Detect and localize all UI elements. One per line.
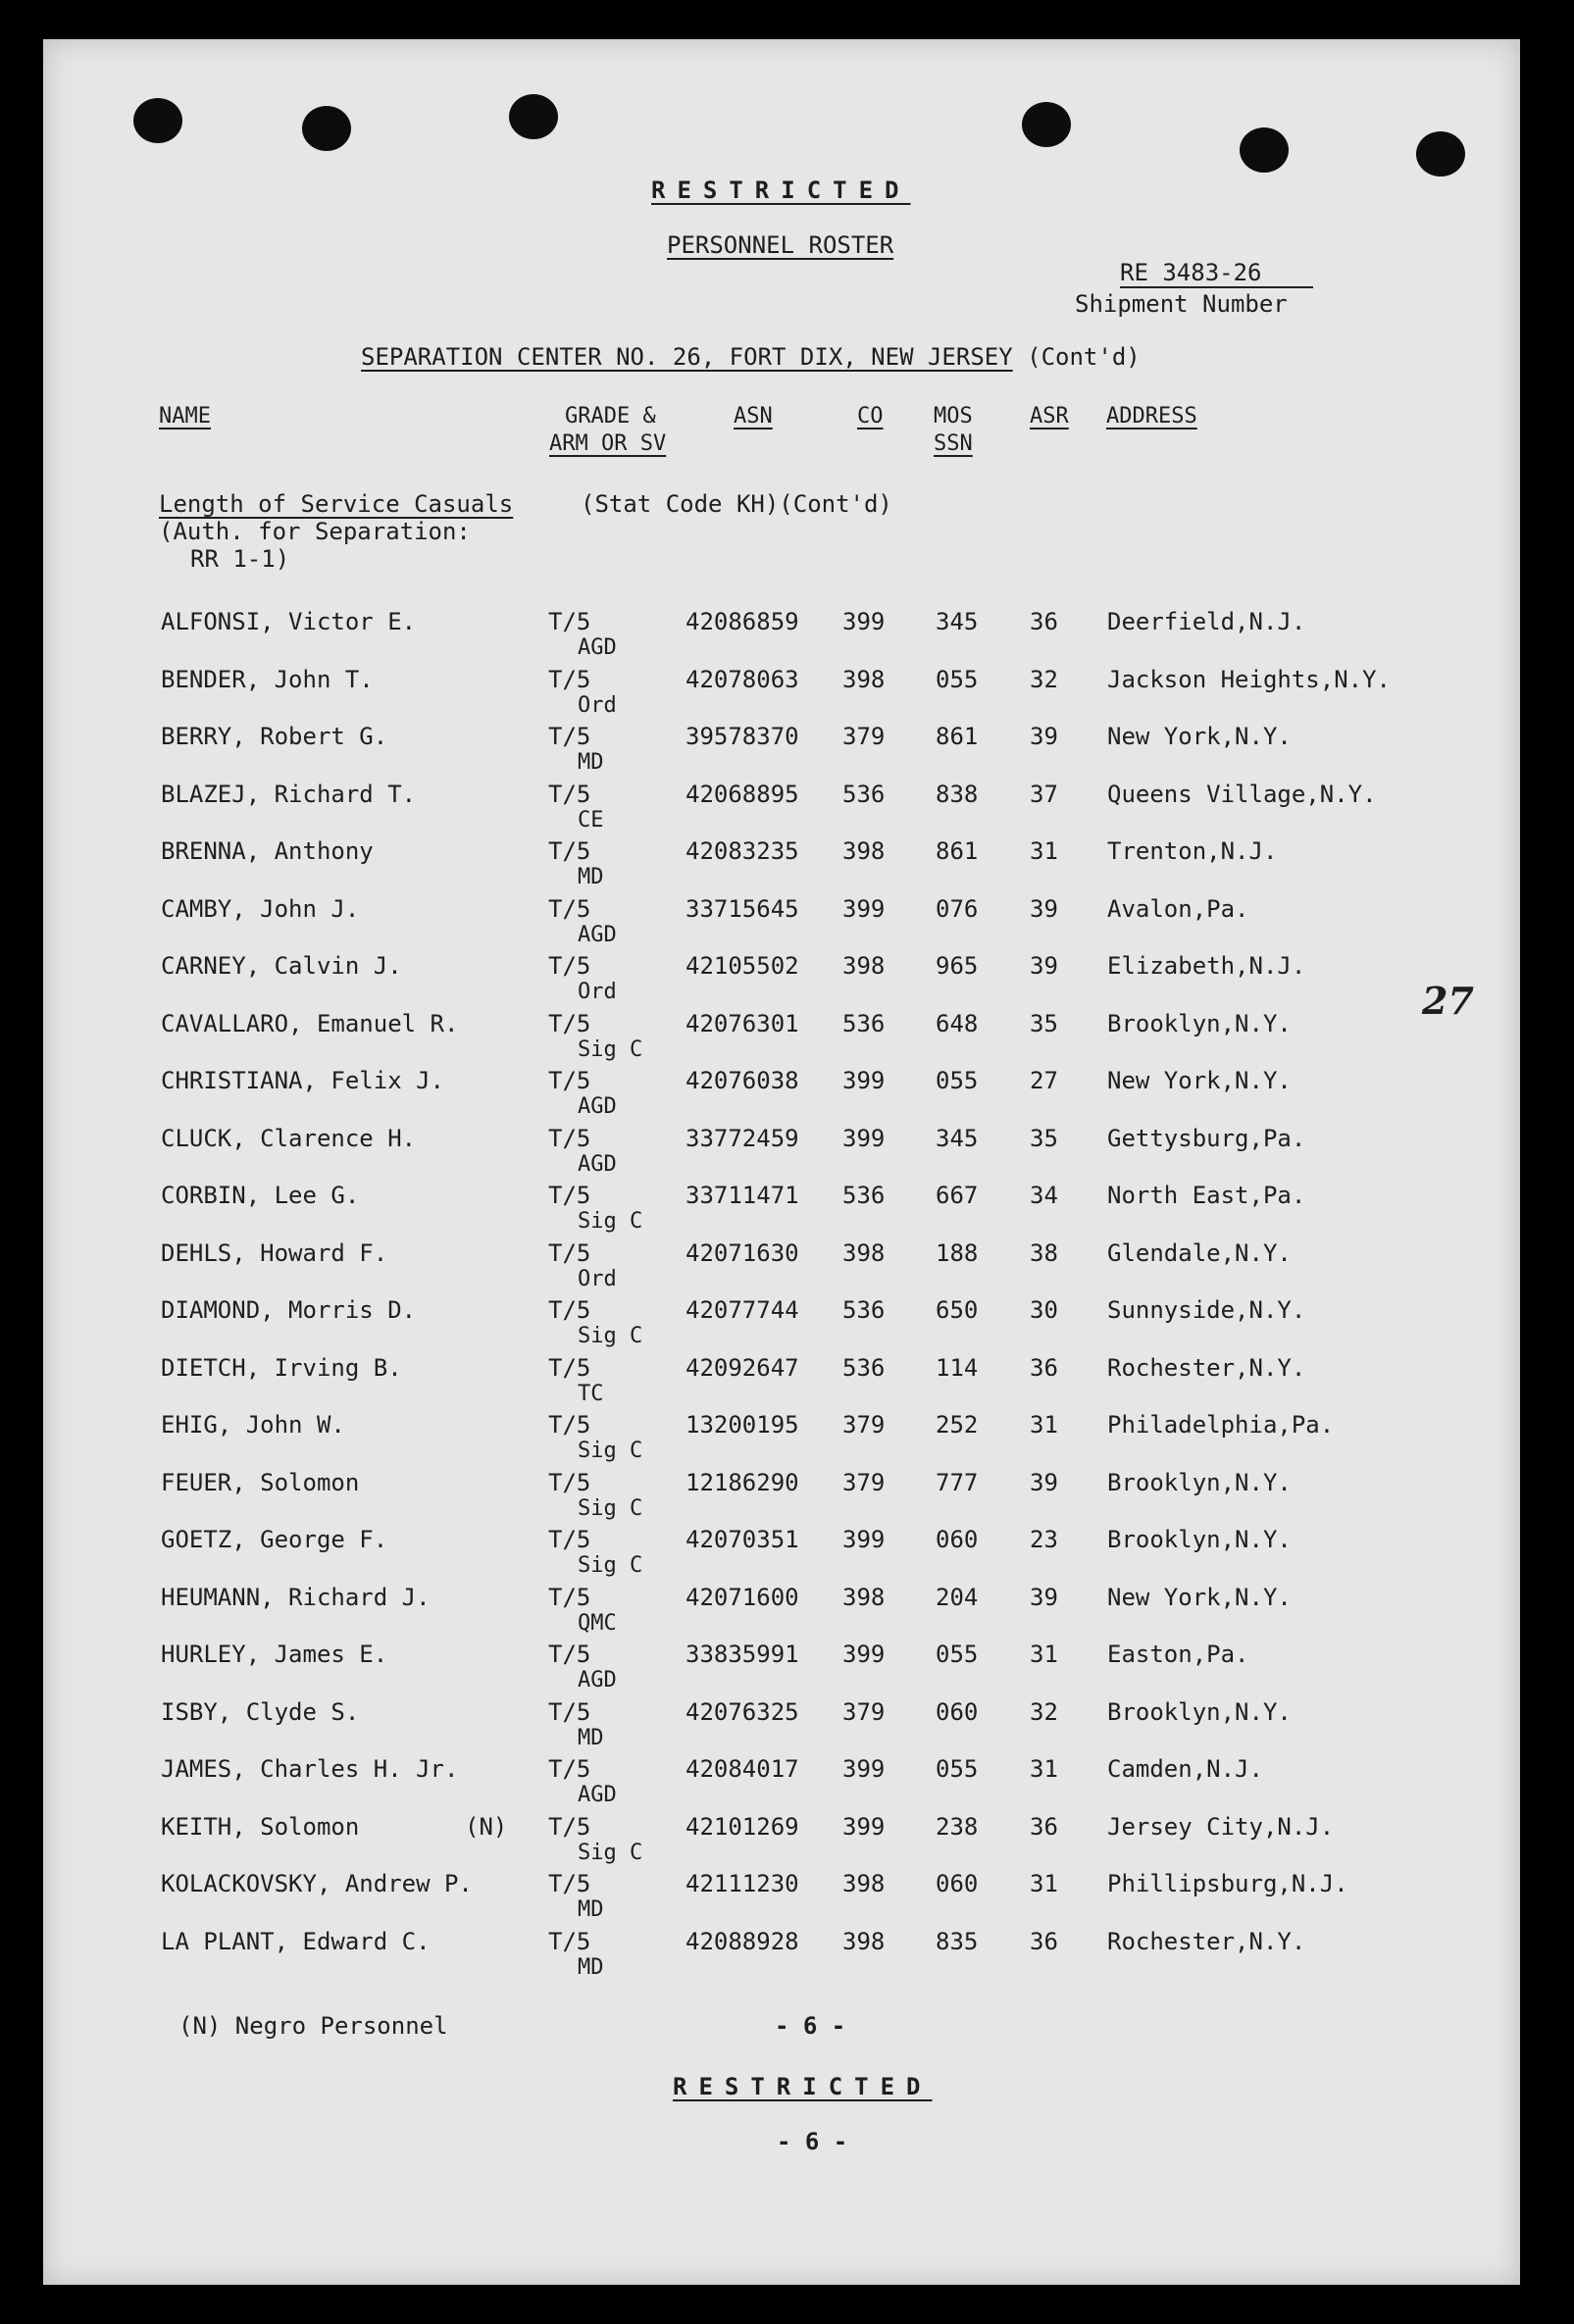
section-stat-code: (Stat Code KH)(Cont'd): [581, 490, 892, 518]
row-mos: 076: [936, 894, 979, 923]
row-asn: 33715645: [685, 894, 799, 923]
punch-hole: [1416, 131, 1465, 177]
row-grade: T/5: [548, 1812, 591, 1841]
row-grade: T/5: [548, 1641, 591, 1668]
table-row: [43, 1125, 1520, 1182]
table-row: [43, 895, 1520, 952]
row-grade: T/5: [548, 1411, 591, 1439]
row-name: CORBIN, Lee G.: [161, 1182, 360, 1209]
row-address: Easton,Pa.: [1107, 1641, 1249, 1668]
row-name: CARNEY, Calvin J.: [161, 952, 402, 980]
row-arm: Sig C: [578, 1209, 643, 1234]
row-mos: 055: [936, 1067, 979, 1094]
document-page: [43, 39, 1520, 2285]
row-name: BERRY, Robert G.: [161, 723, 388, 750]
center-name: SEPARATION CENTER NO. 26, FORT DIX, NEW JERSEY: [361, 343, 1013, 371]
col-grade-2: ARM OR SV: [549, 431, 667, 456]
row-co: 399: [842, 1067, 886, 1094]
row-address: New York,N.Y.: [1107, 1067, 1292, 1094]
col-grade-1: GRADE &: [565, 404, 656, 429]
row-arm: Sig C: [578, 1439, 643, 1463]
row-address: Queens Village,N.Y.: [1107, 780, 1377, 808]
row-asr: 39: [1030, 1583, 1058, 1611]
table-row: [43, 781, 1520, 837]
row-asr: 39: [1030, 894, 1058, 923]
row-address: Brooklyn,N.Y.: [1107, 1468, 1292, 1496]
row-asr: 31: [1030, 1641, 1058, 1668]
punch-hole: [509, 94, 558, 139]
row-asn: 33711471: [685, 1182, 799, 1209]
row-name: JAMES, Charles H. Jr.: [161, 1755, 459, 1783]
table-row: [43, 1870, 1520, 1927]
row-mos: 861: [936, 837, 979, 865]
table-row: [43, 1584, 1520, 1641]
row-asn: 13200195: [685, 1411, 799, 1439]
row-grade: T/5: [548, 1583, 591, 1611]
row-mos: 345: [936, 1124, 979, 1152]
row-mos: 861: [936, 723, 979, 750]
row-co: 398: [842, 1583, 886, 1611]
row-name: ALFONSI, Victor E.: [161, 608, 417, 635]
table-row: [43, 1354, 1520, 1411]
col-co: CO: [857, 404, 884, 429]
section-title: Length of Service Casuals: [159, 490, 514, 518]
row-grade: T/5: [548, 1124, 591, 1152]
row-co: 398: [842, 837, 886, 865]
row-asr: 35: [1030, 1009, 1058, 1037]
row-arm: MD: [578, 1725, 604, 1750]
row-name: FEUER, Solomon: [161, 1468, 360, 1496]
row-address: Trenton,N.J.: [1107, 837, 1278, 865]
page-number-bottom: - 6 -: [777, 2128, 848, 2155]
row-grade: T/5: [548, 723, 591, 750]
table-row: [43, 1928, 1520, 1985]
margin-number: 27: [1422, 979, 1474, 1023]
row-name: CAMBY, John J.: [161, 894, 360, 923]
row-asn: 42092647: [685, 1353, 799, 1382]
row-co: 398: [842, 1238, 886, 1267]
row-arm: Sig C: [578, 1553, 643, 1578]
punch-hole: [1022, 102, 1071, 147]
row-arm: Sig C: [578, 1324, 643, 1348]
row-co: 536: [842, 1182, 886, 1209]
row-grade: T/5: [548, 1870, 591, 1897]
page-title: PERSONNEL ROSTER: [667, 231, 894, 259]
row-asr: 36: [1030, 1353, 1058, 1382]
row-asn: 42077744: [685, 1296, 799, 1324]
row-asn: 42076301: [685, 1009, 799, 1037]
row-name: BENDER, John T.: [161, 665, 374, 693]
row-mos: 777: [936, 1468, 979, 1496]
row-grade: T/5: [548, 1353, 591, 1382]
row-arm: Sig C: [578, 1840, 643, 1865]
row-address: Gettysburg,Pa.: [1107, 1124, 1306, 1152]
row-asr: 31: [1030, 1870, 1058, 1897]
row-name: BLAZEJ, Richard T.: [161, 780, 417, 808]
shipment-number: RE 3483-26: [1120, 259, 1313, 288]
row-name: KOLACKOVSKY, Andrew P.: [161, 1870, 473, 1897]
row-arm: MD: [578, 865, 604, 889]
row-mos: 835: [936, 1927, 979, 1955]
row-co: 536: [842, 1009, 886, 1037]
row-asn: 12186290: [685, 1468, 799, 1496]
row-mos: 188: [936, 1238, 979, 1267]
row-asr: 36: [1030, 1927, 1058, 1955]
table-row: [43, 1010, 1520, 1067]
row-address: North East,Pa.: [1107, 1182, 1306, 1209]
row-mos: 055: [936, 1755, 979, 1783]
row-asn: 42088928: [685, 1927, 799, 1955]
table-row: [43, 1411, 1520, 1468]
row-asn: 42071630: [685, 1238, 799, 1267]
row-co: 398: [842, 1870, 886, 1897]
row-mos: 060: [936, 1870, 979, 1897]
row-address: Philadelphia,Pa.: [1107, 1411, 1335, 1439]
row-asn: 42084017: [685, 1755, 799, 1783]
row-address: Jersey City,N.J.: [1107, 1812, 1335, 1841]
row-co: 399: [842, 1641, 886, 1668]
col-asn: ASN: [734, 404, 773, 429]
row-grade: T/5: [548, 837, 591, 865]
row-address: Rochester,N.Y.: [1107, 1353, 1306, 1382]
col-address: ADDRESS: [1106, 404, 1197, 429]
row-co: 398: [842, 1927, 886, 1955]
row-asr: 38: [1030, 1238, 1058, 1267]
row-mos: 060: [936, 1526, 979, 1553]
table-row: [43, 1813, 1520, 1870]
row-asn: 42105502: [685, 952, 799, 980]
row-arm: CE: [578, 807, 604, 833]
row-arm: AGD: [578, 1151, 617, 1177]
row-address: Phillipsburg,N.J.: [1107, 1870, 1348, 1897]
col-ssn: SSN: [934, 431, 973, 456]
row-grade: T/5: [548, 665, 591, 693]
row-arm: MD: [578, 1897, 604, 1922]
row-address: Jackson Heights,N.Y.: [1107, 665, 1391, 693]
row-address: Avalon,Pa.: [1107, 894, 1249, 923]
row-grade: T/5: [548, 894, 591, 923]
center-suffix: (Cont'd): [1027, 343, 1141, 371]
row-name: GOETZ, George F.: [161, 1526, 388, 1553]
row-mos: 055: [936, 1641, 979, 1668]
footer-legend: (N) Negro Personnel: [178, 2012, 448, 2040]
row-asn: 42076038: [685, 1067, 799, 1094]
row-asn: 42101269: [685, 1812, 799, 1841]
row-name: DIAMOND, Morris D.: [161, 1296, 417, 1324]
row-co: 399: [842, 1526, 886, 1553]
row-asr: 39: [1030, 723, 1058, 750]
classification-top: RESTRICTED: [651, 177, 911, 204]
table-row: [43, 952, 1520, 1009]
row-note: (N): [465, 1812, 508, 1841]
row-mos: 238: [936, 1812, 979, 1841]
row-mos: 667: [936, 1182, 979, 1209]
row-mos: 650: [936, 1296, 979, 1324]
row-name: BRENNA, Anthony: [161, 837, 374, 865]
section-auth-1: (Auth. for Separation:: [159, 518, 471, 545]
row-address: Camden,N.J.: [1107, 1755, 1263, 1783]
table-row: [43, 1182, 1520, 1238]
row-name: CAVALLARO, Emanuel R.: [161, 1009, 459, 1037]
row-asr: 39: [1030, 952, 1058, 980]
punch-hole: [1240, 127, 1289, 173]
table-row: [43, 837, 1520, 894]
row-mos: 055: [936, 665, 979, 693]
row-asr: 32: [1030, 665, 1058, 693]
row-grade: T/5: [548, 1526, 591, 1553]
row-arm: AGD: [578, 1668, 617, 1692]
row-address: New York,N.Y.: [1107, 723, 1292, 750]
row-asn: 39578370: [685, 723, 799, 750]
row-asr: 31: [1030, 837, 1058, 865]
row-arm: Ord: [578, 1266, 617, 1291]
row-name: HEUMANN, Richard J.: [161, 1583, 431, 1611]
table-row: [43, 608, 1520, 665]
row-mos: 060: [936, 1697, 979, 1726]
row-arm: MD: [578, 1954, 604, 1980]
row-name: LA PLANT, Edward C.: [161, 1927, 431, 1955]
table-row: [43, 723, 1520, 780]
row-mos: 965: [936, 952, 979, 980]
row-mos: 204: [936, 1583, 979, 1611]
row-co: 399: [842, 894, 886, 923]
table-row: [43, 1755, 1520, 1812]
row-asr: 23: [1030, 1526, 1058, 1553]
table-row: [43, 1469, 1520, 1526]
row-arm: AGD: [578, 635, 617, 660]
row-arm: Sig C: [578, 1495, 643, 1521]
row-asn: 42071600: [685, 1583, 799, 1611]
row-co: 379: [842, 1411, 886, 1439]
row-address: Deerfield,N.J.: [1107, 608, 1306, 635]
row-grade: T/5: [548, 1927, 591, 1955]
row-asr: 27: [1030, 1067, 1058, 1094]
table-row: [43, 1296, 1520, 1353]
table-row: [43, 1641, 1520, 1697]
row-address: Glendale,N.Y.: [1107, 1238, 1292, 1267]
row-address: Brooklyn,N.Y.: [1107, 1697, 1292, 1726]
row-mos: 114: [936, 1353, 979, 1382]
row-grade: T/5: [548, 1296, 591, 1324]
row-arm: TC: [578, 1381, 604, 1406]
row-name: CHRISTIANA, Felix J.: [161, 1067, 444, 1094]
row-co: 399: [842, 1124, 886, 1152]
row-co: 399: [842, 608, 886, 635]
row-arm: AGD: [578, 1783, 617, 1807]
row-asr: 36: [1030, 608, 1058, 635]
row-co: 379: [842, 723, 886, 750]
row-grade: T/5: [548, 608, 591, 635]
row-co: 379: [842, 1697, 886, 1726]
row-asn: 33835991: [685, 1641, 799, 1668]
row-name: DIETCH, Irving B.: [161, 1353, 402, 1382]
row-name: DEHLS, Howard F.: [161, 1238, 388, 1267]
row-grade: T/5: [548, 1238, 591, 1267]
row-asn: 42111230: [685, 1870, 799, 1897]
table-row: [43, 1067, 1520, 1124]
row-address: Brooklyn,N.Y.: [1107, 1009, 1292, 1037]
row-co: 536: [842, 1296, 886, 1324]
row-co: 536: [842, 1353, 886, 1382]
row-name: CLUCK, Clarence H.: [161, 1124, 417, 1152]
page-number: - 6 -: [775, 2012, 846, 2040]
row-address: Elizabeth,N.J.: [1107, 952, 1306, 980]
row-arm: Ord: [578, 692, 617, 718]
row-address: Sunnyside,N.Y.: [1107, 1296, 1306, 1324]
row-asn: 42083235: [685, 837, 799, 865]
row-grade: T/5: [548, 1755, 591, 1783]
row-asr: 31: [1030, 1411, 1058, 1439]
table-row: [43, 1698, 1520, 1755]
row-arm: MD: [578, 750, 604, 775]
row-asr: 39: [1030, 1468, 1058, 1496]
row-co: 398: [842, 952, 886, 980]
table-row: [43, 1526, 1520, 1583]
punch-hole: [302, 106, 351, 151]
row-arm: Sig C: [578, 1036, 643, 1062]
row-asr: 36: [1030, 1812, 1058, 1841]
row-grade: T/5: [548, 952, 591, 980]
col-name: NAME: [159, 404, 211, 429]
row-asr: 35: [1030, 1124, 1058, 1152]
center-line: [361, 343, 1141, 371]
row-grade: T/5: [548, 1009, 591, 1037]
row-grade: T/5: [548, 1182, 591, 1209]
col-mos: MOS: [934, 404, 973, 429]
row-asr: 37: [1030, 780, 1058, 808]
row-asr: 32: [1030, 1697, 1058, 1726]
row-arm: AGD: [578, 1094, 617, 1119]
row-asn: 42070351: [685, 1526, 799, 1553]
row-address: New York,N.Y.: [1107, 1583, 1292, 1611]
row-asn: 42076325: [685, 1697, 799, 1726]
row-asn: 33772459: [685, 1124, 799, 1152]
row-asn: 42068895: [685, 780, 799, 808]
row-mos: 345: [936, 608, 979, 635]
table-row: [43, 1239, 1520, 1296]
classification-bottom: RESTRICTED: [673, 2073, 933, 2100]
row-name: EHIG, John W.: [161, 1411, 345, 1439]
row-mos: 648: [936, 1009, 979, 1037]
row-grade: T/5: [548, 780, 591, 808]
row-arm: AGD: [578, 922, 617, 947]
row-asn: 42086859: [685, 608, 799, 635]
row-arm: QMC: [578, 1610, 617, 1636]
row-grade: T/5: [548, 1067, 591, 1094]
row-mos: 252: [936, 1411, 979, 1439]
col-asr: ASR: [1030, 404, 1069, 429]
row-co: 398: [842, 665, 886, 693]
row-grade: T/5: [548, 1697, 591, 1726]
row-name: ISBY, Clyde S.: [161, 1697, 360, 1726]
row-address: Rochester,N.Y.: [1107, 1927, 1306, 1955]
table-row: [43, 666, 1520, 723]
row-asr: 34: [1030, 1182, 1058, 1209]
row-co: 379: [842, 1468, 886, 1496]
row-name: KEITH, Solomon: [161, 1812, 360, 1841]
section-auth-2: RR 1-1): [190, 545, 290, 573]
row-name: HURLEY, James E.: [161, 1641, 388, 1668]
row-co: 399: [842, 1812, 886, 1841]
row-co: 399: [842, 1755, 886, 1783]
row-asn: 42078063: [685, 665, 799, 693]
row-arm: Ord: [578, 980, 617, 1004]
row-grade: T/5: [548, 1468, 591, 1496]
row-co: 536: [842, 780, 886, 808]
row-address: Brooklyn,N.Y.: [1107, 1526, 1292, 1553]
row-asr: 31: [1030, 1755, 1058, 1783]
punch-hole: [133, 98, 182, 143]
row-asr: 30: [1030, 1296, 1058, 1324]
row-mos: 838: [936, 780, 979, 808]
shipment-label: Shipment Number: [1075, 290, 1288, 318]
